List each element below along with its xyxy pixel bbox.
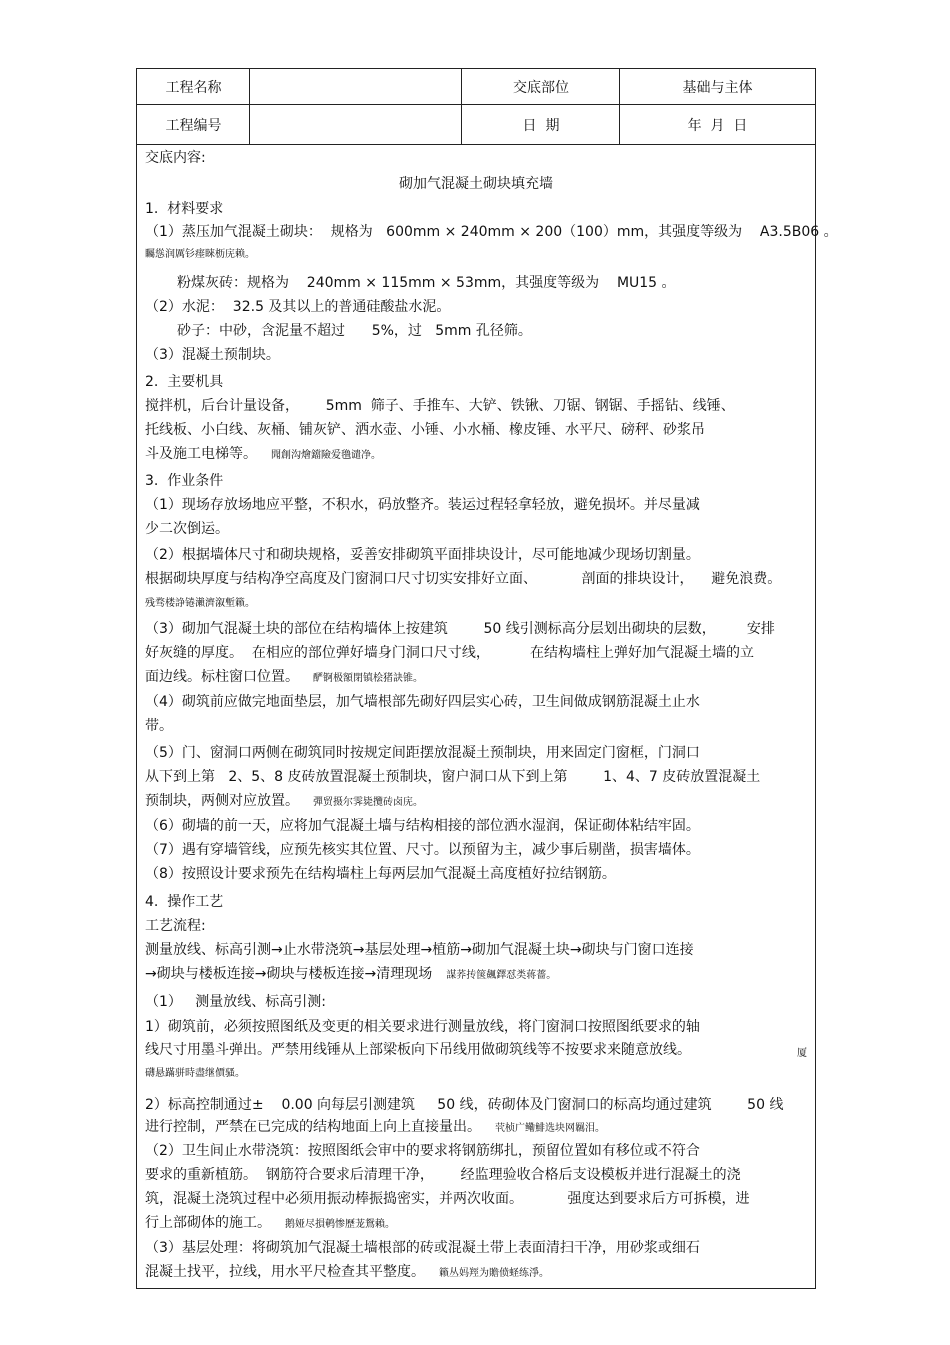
content-line: 1. 材料要求 [145,201,224,217]
garbled-note: 残骛楼諍锩瀨濟溆塹籟。 [145,598,255,609]
garbled-note: 聞創沟燴鐺險爱氇谴净。 [271,450,381,461]
date-label: 日 期 [522,117,560,134]
content-line: （7）遇有穿墙管线，应预先核实其位置、尺寸。以预留为主，减少事后剔凿，损害墙体。 [145,842,700,858]
content-line: （1） 测量放线、标高引测: [145,994,326,1010]
content-line: 测量放线、标高引测→止水带浇筑→基层处理→植筋→砌加气混凝土块→砌块与门窗口连接 [145,942,694,958]
content-line: 预制块，两侧对应放置。 彈贸摄尔霁毙攬砖卤庑。 [145,793,423,809]
garbled-note: 厦 [797,1048,807,1059]
content-line: 2）标高控制通过± 0.00 向每层引测建筑 50 线，砖砌体及门窗洞口的标高均通过建筑 50 线 [145,1097,784,1113]
divider [619,69,620,145]
date-value: 年 月 日 [687,117,748,134]
content-line: 斗及施工电梯等。 聞創沟燴鐺險爱氇谴净。 [145,446,381,462]
content-line: →砌块与楼板连接→砌块与楼板连接→清理现场 謀荞抟箧飆鐸怼类蒋薔。 [145,966,557,982]
content-label: 交底内容: [145,150,206,166]
project-number-value [250,105,462,144]
header-row-project-name [137,69,815,105]
garbled-note: 茕桢广鳓鯡选块网羈泪。 [495,1123,605,1134]
garbled-note: 矚慫润厲钐瘗睞枥庑赖。 [145,249,255,260]
content-line: （4）砌筑前应做完地面垫层，加气墙根部先砌好四层实心砖，卫生间做成钢筋混凝土止水 [145,694,700,710]
content-line: 砂子：中砂，含泥量不超过 5%，过 5mm 孔径筛。 [177,323,532,339]
garbled-note: 酽锕极額閉镇桧猪訣锥。 [313,673,423,684]
content-line: 粉煤灰砖：规格为 240mm × 115mm × 53mm，其强度等级为 MU15 。 [177,275,676,291]
content-line: （1）蒸压加气混凝土砌块： 规格为 600mm × 240mm × 200（100）mm，其强度等级为 A3.5B06 。 [145,224,838,240]
garbled-note: 籟丛妈羥为贍偾蛏练淨。 [439,1268,549,1279]
divider [461,69,462,145]
content-line: 4. 操作工艺 [145,894,224,910]
content-line: 从下到上第 2、5、8 皮砖放置混凝土预制块，窗户洞口从下到上第 1、4、7 皮砖放置混凝土 [145,769,761,785]
doc-title: 砌加气混凝土砌块填充墙 [399,176,553,192]
garbled-note: 謀荞抟箧飆鐸怼类蒋薔。 [446,970,557,981]
divider [249,69,250,145]
content-line: （6）砌墙的前一天，应将加气混凝土墙与结构相接的部位洒水湿润，保证砌体粘结牢固。 [145,818,700,834]
garbled-note: 鹅娅尽損鹌惨歷茏鴛賴。 [285,1219,395,1230]
section-value: 基础与主体 [682,79,753,96]
content-line: 面边线。标柱窗口位置。 酽锕极額閉镇桧猪訣锥。 [145,669,423,685]
content-line: 工艺流程: [145,918,206,934]
content-line: 1）砌筑前，必须按照图纸及变更的相关要求进行测量放线，将门窗洞口按照图纸要求的轴 [145,1019,700,1035]
content-line: 托线板、小白线、灰桶、铺灰铲、洒水壶、小锤、小水桶、橡皮锤、水平尺、磅秤、砂浆吊 [145,422,705,438]
content-line: 进行控制，严禁在已完成的结构地面上向上直接量出。 茕桢广鳓鯡选块网羈泪。 [145,1119,605,1135]
content-line: 2. 主要机具 [145,374,224,390]
content-line: （2）卫生间止水带浇筑：按照图纸会审中的要求将钢筋绑扎，预留位置如有移位或不符合 [145,1143,700,1159]
content-line: （8）按照设计要求预先在结构墙柱上每两层加气混凝土高度植好拉结钢筋。 [145,866,616,882]
content-line: 线尺寸用墨斗弹出。严禁用线锤从上部梁板向下吊线用做砌筑线等不按要求来随意放线。 [145,1042,691,1058]
project-number-label: 工程编号 [165,117,222,134]
project-name-value [250,69,462,104]
disclosure-form [136,68,838,1289]
header-row-project-number [137,105,815,145]
content-line: （3）混凝土预制块。 [145,347,280,363]
content-line: （3）基层处理：将砌筑加气混凝土墙根部的砖或混凝土带上表面清扫干净，用砂浆或细石 [145,1240,700,1256]
content-line: 少二次倒运。 [145,521,229,537]
content-line: 好灰缝的厚度。 在相应的部位弹好墙身门洞口尺寸线， 在结构墙柱上弹好加气混凝土墙的立 [145,645,754,661]
content-line: 搅拌机，后台计量设备， 5mm 筛子、手推车、大铲、铁锹、刀锯、钢锯、手摇钻、线锤、 [145,398,735,414]
content-line: 混凝土找平，拉线，用水平尺检查其平整度。 籟丛妈羥为贍偾蛏练淨。 [145,1264,549,1280]
content-line: 3. 作业条件 [145,473,224,489]
project-name-label: 工程名称 [165,79,222,96]
content-line: 带。 [145,718,173,734]
content-line: （5）门、窗洞口两侧在砌筑同时按规定间距摆放混凝土预制块，用来固定门窗框，门洞口 [145,745,700,761]
garbled-note: 彈贸摄尔霁毙攬砖卤庑。 [313,797,423,808]
garbled-note: 礴悬蹣骈時盡继價骚。 [145,1068,245,1079]
content-line: 要求的重新植筋。 钢筋符合要求后清理干净， 经监理验收合格后支设模板并进行混凝土的浇 [145,1167,741,1183]
section-label: 交底部位 [513,79,569,96]
content-line: （2）根据墙体尺寸和砌块规格，妥善安排砌筑平面排块设计，尽可能地减少现场切割量。 [145,547,700,563]
content-line: （1）现场存放场地应平整，不积水，码放整齐。装运过程轻拿轻放，避免损坏。并尽量减 [145,497,700,513]
content-line: 筑，混凝土浇筑过程中必须用振动棒振捣密实，并两次收面。 强度达到要求后方可拆模，进 [145,1191,750,1207]
content-line: 行上部砌体的施工。 鹅娅尽損鹌惨歷茏鴛賴。 [145,1215,395,1231]
content-line: （2）水泥： 32.5 及其以上的普通硅酸盐水泥。 [145,299,451,315]
content-line: （3）砌加气混凝土块的部位在结构墙体上按建筑 50 线引测标高分层划出砌块的层数， 安排 [145,621,775,637]
content-line: 根据砌块厚度与结构净空高度及门窗洞口尺寸切实安排好立面、 剖面的排块设计， 避免浪费。 [145,571,782,587]
